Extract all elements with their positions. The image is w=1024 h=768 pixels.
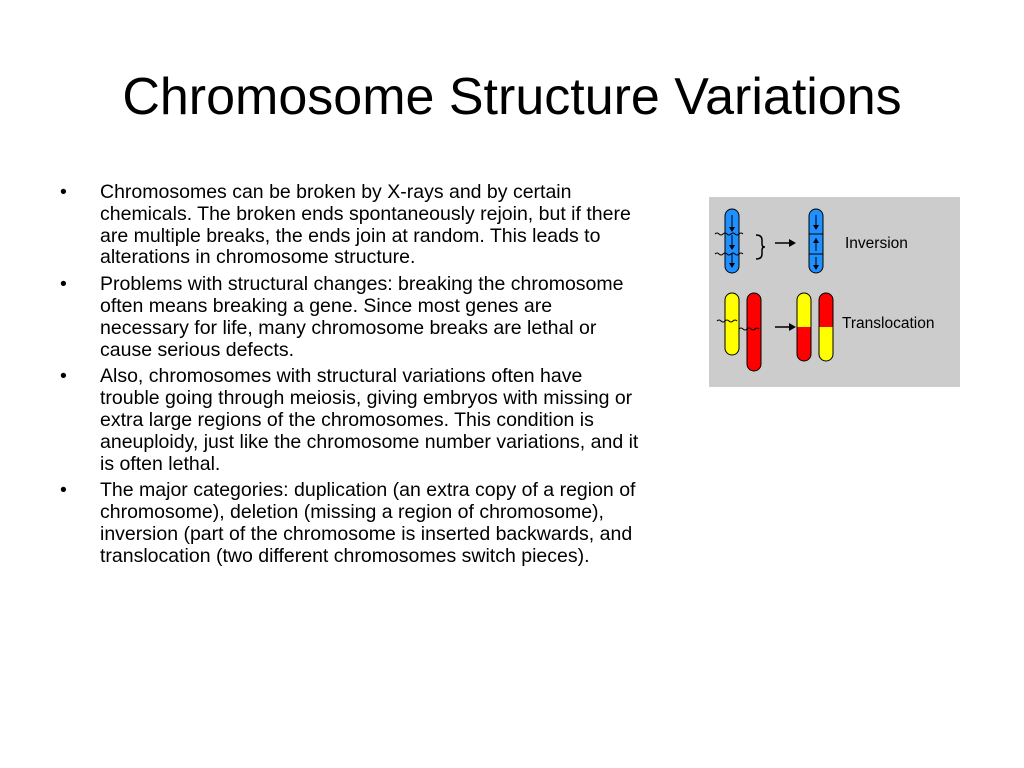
inversion-original-chromosome — [725, 209, 739, 273]
bullet-text: Also, chromosomes with structural variations often have trouble going through meiosis, giving embryos with missing or extra large regions of the chromosomes. This condition is aneuploidy, just like the chromosome number variations, and it is often lethal. — [100, 365, 639, 475]
bullet-text: Problems with structural changes: breaking the chromosome often means breaking a gene. Since most genes are necessary for life, many chromosome breaks are lethal or cause serious defects. — [100, 273, 624, 361]
arrow-right-icon — [775, 323, 796, 331]
bullet-item — [60, 274, 640, 361]
bullet-item — [60, 366, 640, 475]
bullet-text: Chromosomes can be broken by X-rays and by certain chemicals. The broken ends spontaneously rejoin, but if there are multiple breaks, the ends join at random. This leads to alterations in chromosome structure. — [100, 181, 631, 269]
inversion-label: Inversion — [845, 235, 908, 252]
bullet-item — [60, 182, 640, 269]
translocation-result-chromosomes — [797, 293, 833, 361]
bullet-dot: • — [60, 479, 67, 502]
bullet-dot: • — [60, 181, 67, 203]
translocation-original-chromosomes — [725, 293, 761, 371]
bullet-dot: • — [60, 273, 67, 296]
arrow-right-icon — [775, 239, 796, 247]
slide-title: Chromosome Structure Variations — [122, 68, 902, 126]
bullet-text: The major categories: duplication (an extra copy of a region of chromosome), deletion (missing a region of chromosome), inversion (part of the chromosome is inserted backwards, and translocation (two different chromosomes switch pieces). — [100, 479, 636, 567]
inversion-result-chromosome — [809, 209, 823, 273]
bullet-list — [60, 182, 640, 573]
bracket-icon — [756, 235, 765, 259]
bullet-item — [60, 480, 640, 567]
chromosome-diagram-graphic — [709, 197, 960, 387]
translocation-label: Translocation — [842, 315, 935, 332]
chromosome-diagram — [709, 197, 960, 387]
bullet-dot: • — [60, 365, 67, 388]
